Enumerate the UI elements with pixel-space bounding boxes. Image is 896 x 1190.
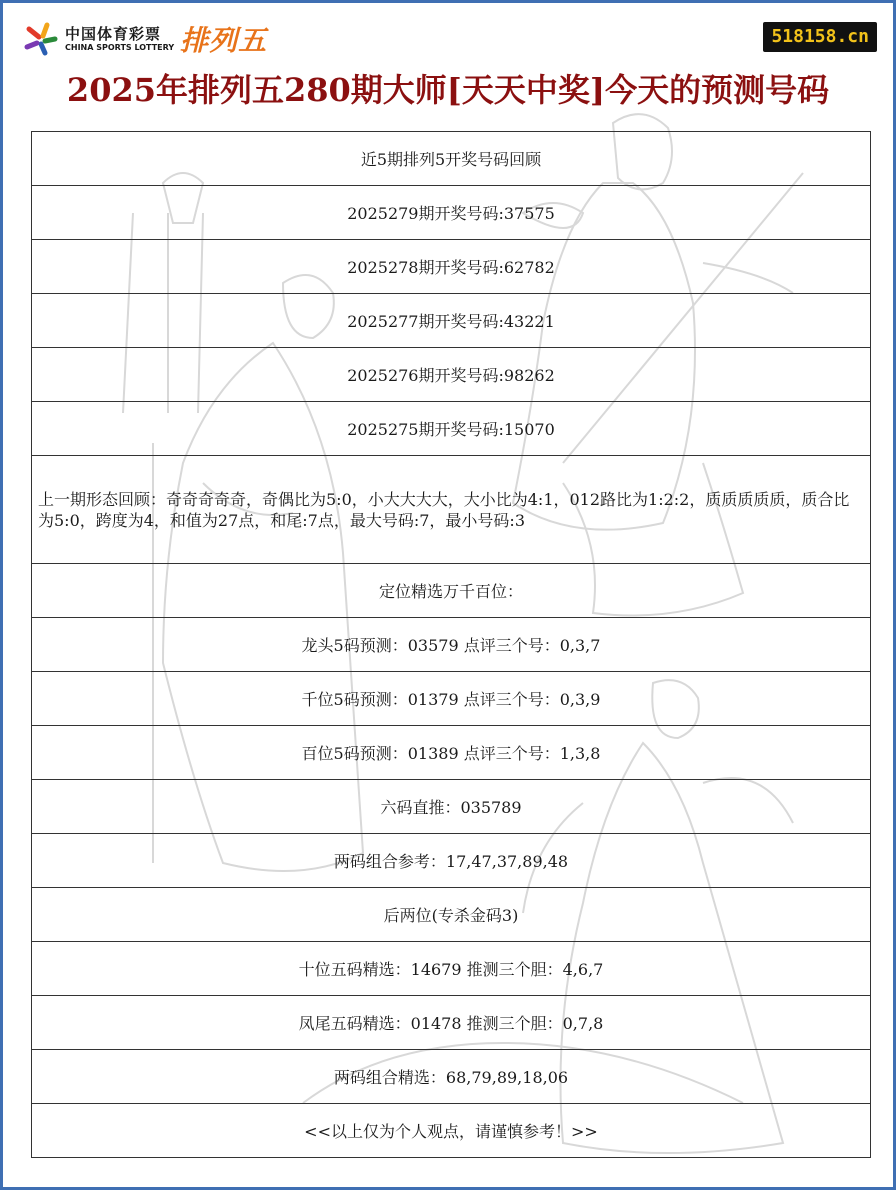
lottery-star-icon bbox=[21, 19, 61, 59]
logo-chinese-text: 中国体育彩票 bbox=[65, 25, 162, 43]
table-row: 十位五码精选：14679 推测三个胆：4,6,7 bbox=[31, 942, 871, 996]
table-row: 2025275期开奖号码:15070 bbox=[31, 402, 871, 456]
table-row-disclaimer: <<以上仅为个人观点，请谨慎参考！>> bbox=[31, 1104, 871, 1158]
table-row: 龙头5码预测：03579 点评三个号：0,3,7 bbox=[31, 618, 871, 672]
table-row-summary bbox=[31, 456, 871, 564]
table-row: 千位5码预测：01379 点评三个号：0,3,9 bbox=[31, 672, 871, 726]
table-row: 百位5码预测：01389 点评三个号：1,3,8 bbox=[31, 726, 871, 780]
summary-text: 上一期形态回顾：奇奇奇奇奇，奇偶比为5:0，小大大大大，大小比为4:1，012路比为1:2:2，质质质质质，质合比为5:0，跨度为4，和值为27点，和尾:7点，最大号码:7，最小号码:3 bbox=[38, 489, 850, 530]
table-row: 定位精选万千百位： bbox=[31, 564, 871, 618]
header bbox=[3, 3, 893, 133]
table-row: 2025278期开奖号码:62782 bbox=[31, 240, 871, 294]
table-row: 2025279期开奖号码:37575 bbox=[31, 186, 871, 240]
logo-english-text: CHINA SPORTS LOTTERY bbox=[65, 43, 175, 52]
table-row: 两码组合精选：68,79,89,18,06 bbox=[31, 1050, 871, 1104]
china-sports-lottery-logo bbox=[21, 19, 267, 59]
table-row: 两码组合参考：17,47,37,89,48 bbox=[31, 834, 871, 888]
site-badge[interactable]: 518158.cn bbox=[763, 22, 877, 52]
table-row: 六码直推：035789 bbox=[31, 780, 871, 834]
table-row: 后两位(专杀金码3) bbox=[31, 888, 871, 942]
table-row: 凤尾五码精选：01478 推测三个胆：0,7,8 bbox=[31, 996, 871, 1050]
logo-brand-text: 排列五 bbox=[180, 24, 268, 57]
table-row: 2025276期开奖号码:98262 bbox=[31, 348, 871, 402]
prediction-table bbox=[31, 131, 871, 1158]
table-row: 近5期排列5开奖号码回顾 bbox=[31, 132, 871, 186]
table-row: 2025277期开奖号码:43221 bbox=[31, 294, 871, 348]
page-title: 2025年排列五280期大师[天天中奖]今天的预测号码 bbox=[66, 71, 830, 109]
